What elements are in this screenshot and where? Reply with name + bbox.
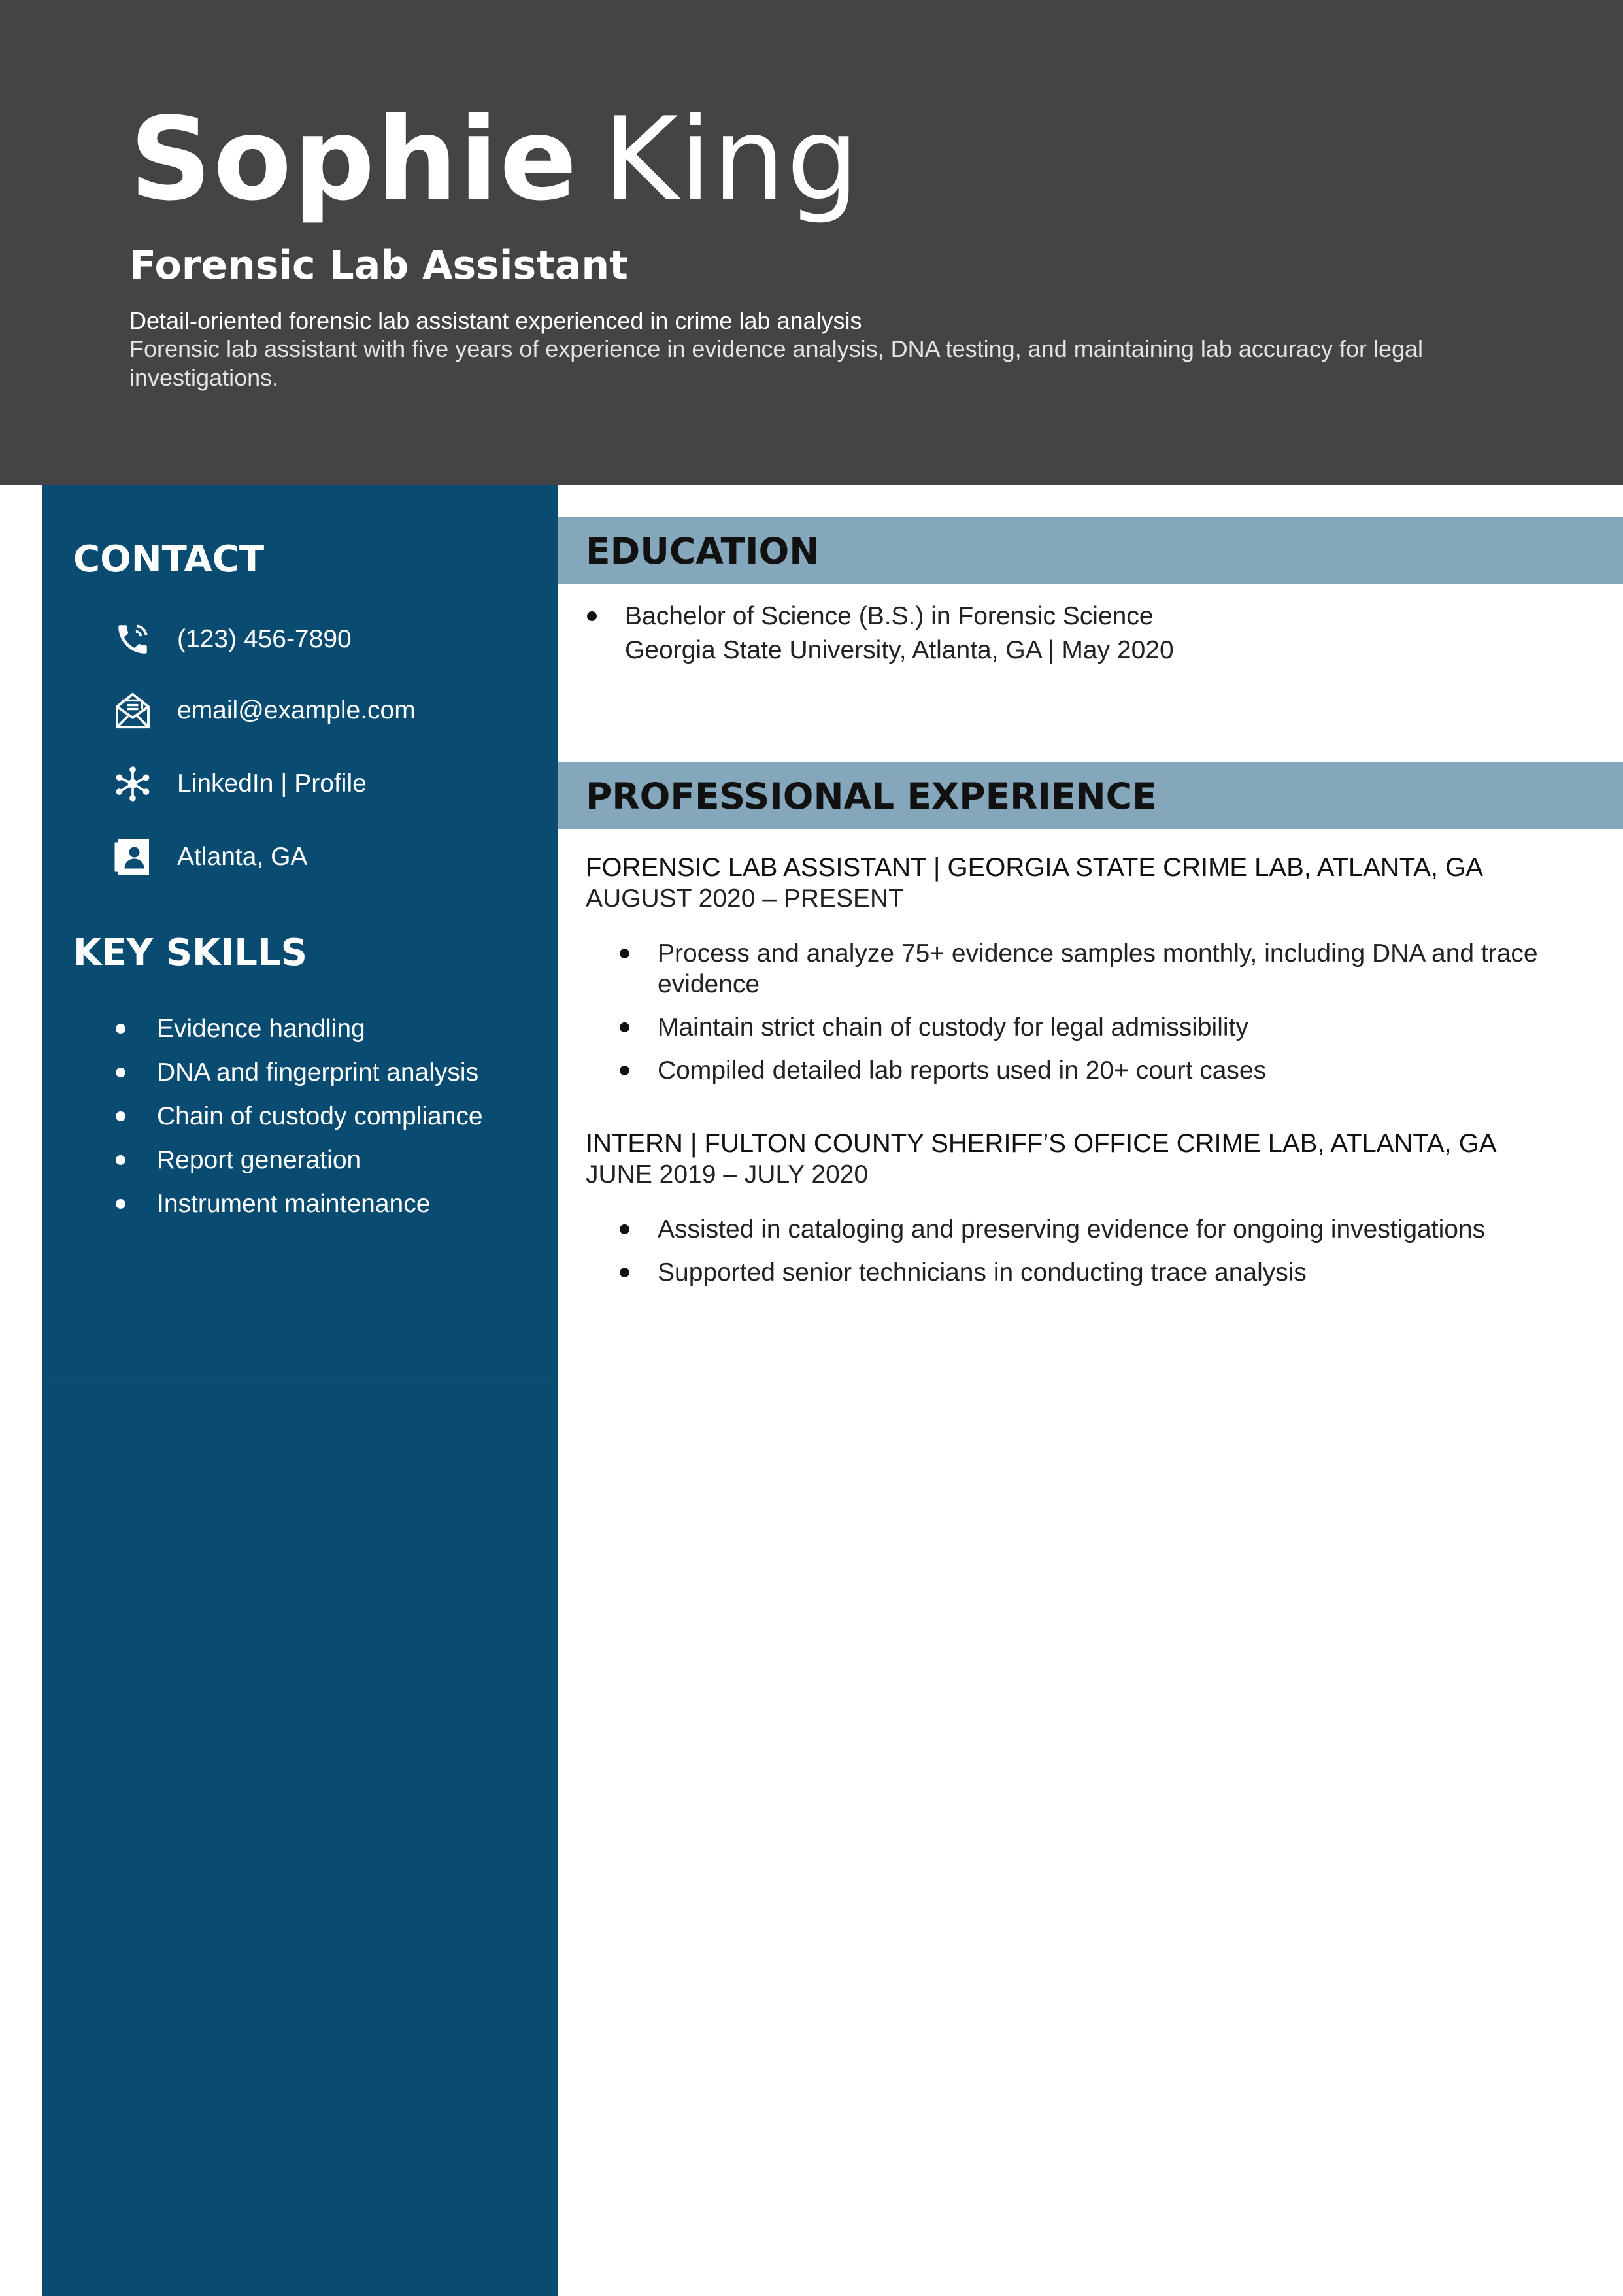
degree: Bachelor of Science (B.S.) in Forensic Science	[625, 602, 1154, 630]
job-bullet: Compiled detailed lab reports used in 20+ court cases	[586, 1055, 1605, 1086]
address-book-icon	[113, 837, 152, 877]
tagline: Detail-oriented forensic lab assistant experienced in crime lab analysis	[129, 307, 862, 334]
school: Georgia State University, Atlanta, GA | May 2020	[625, 636, 1174, 664]
skills-heading: KEY SKILLS	[73, 932, 307, 974]
job-bullet: Assisted in cataloging and preserving evidence for ongoing investigations	[586, 1214, 1605, 1245]
email-icon	[113, 691, 152, 730]
last-name: King	[603, 93, 861, 226]
job-title-line: FORENSIC LAB ASSISTANT | GEORGIA STATE CRIME LAB, ATLANTA, GA	[586, 853, 1483, 882]
location: Atlanta, GA	[177, 843, 308, 871]
sidebar	[42, 485, 558, 2296]
skill-item: Evidence handling	[116, 1013, 534, 1044]
job-title: Forensic Lab Assistant	[129, 243, 628, 288]
contact-email	[113, 688, 416, 734]
skill-item: DNA and fingerprint analysis	[116, 1057, 534, 1088]
network-icon	[113, 764, 152, 803]
education-section-bar	[558, 517, 1623, 584]
skill-item: Chain of custody compliance	[116, 1101, 534, 1132]
job-bullet: Supported senior technicians in conducting trace analysis	[586, 1257, 1605, 1288]
sidebar-divider	[42, 1382, 558, 1383]
education-list	[587, 599, 1174, 667]
skills-list	[116, 1013, 534, 1232]
job-bullet: Process and analyze 75+ evidence samples monthly, including DNA and trace evidence	[586, 938, 1605, 1000]
contact-phone	[113, 616, 352, 662]
job-bullets	[586, 938, 1605, 1086]
skill-item: Report generation	[116, 1145, 534, 1175]
job-bullets	[586, 1214, 1605, 1288]
phone-icon	[113, 620, 152, 659]
job-title-line: INTERN | FULTON COUNTY SHERIFF’S OFFICE CRIME LAB, ATLANTA, GA	[586, 1129, 1497, 1158]
contact-linkedin	[113, 761, 367, 807]
email-address[interactable]: email@example.com	[177, 696, 416, 724]
job-entry	[586, 1128, 1605, 1300]
candidate-name	[129, 85, 860, 235]
header-banner	[0, 0, 1623, 485]
summary: Forensic lab assistant with five years of experience in evidence analysis, DNA testing, and maintaining lab accuracy for legal investigations.	[129, 335, 1424, 391]
job-dates: AUGUST 2020 – PRESENT	[586, 885, 904, 913]
contact-heading: CONTACT	[73, 538, 265, 581]
experience-section-bar	[558, 762, 1623, 829]
first-name: Sophie	[129, 93, 578, 226]
education-item	[587, 599, 1174, 667]
job-bullet: Maintain strict chain of custody for legal admissibility	[586, 1012, 1605, 1043]
experience-heading: PROFESSIONAL EXPERIENCE	[586, 775, 1157, 817]
job-dates: JUNE 2019 – JULY 2020	[586, 1160, 869, 1189]
skill-item: Instrument maintenance	[116, 1189, 534, 1219]
linkedin-profile[interactable]: LinkedIn | Profile	[177, 769, 367, 798]
job-entry	[586, 852, 1605, 1098]
education-heading: EDUCATION	[586, 530, 820, 572]
contact-location	[113, 834, 307, 880]
phone-number[interactable]: (123) 456-7890	[177, 625, 352, 653]
